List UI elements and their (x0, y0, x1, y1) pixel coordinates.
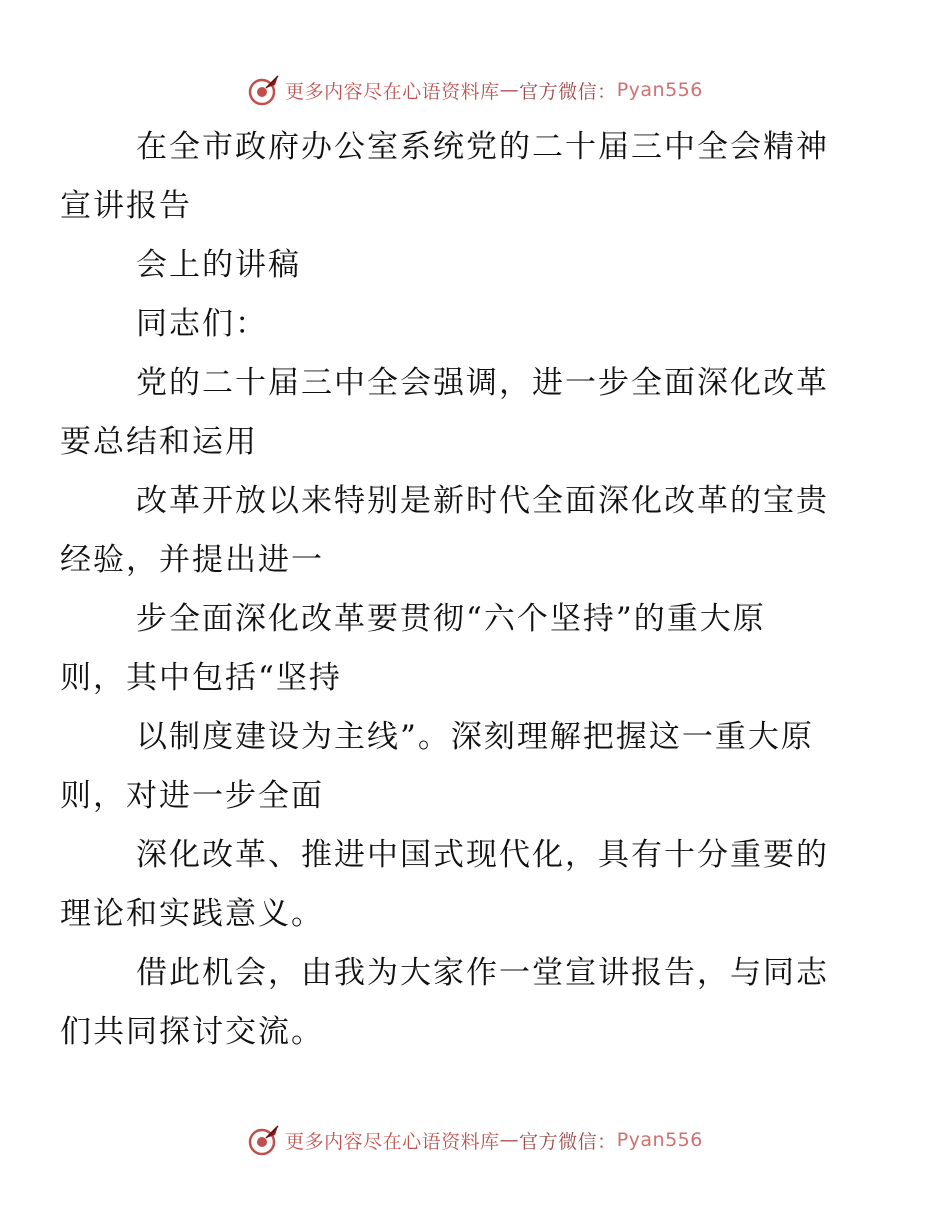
paragraph (60, 708, 858, 826)
paragraph (60, 826, 858, 944)
paragraph-title (60, 118, 858, 236)
text-line: 要总结和运用 (60, 424, 258, 460)
text-line: 同志们： (136, 306, 268, 342)
text-line: 们共同探讨交流。 (60, 1014, 324, 1050)
text-line: 宣讲报告 (60, 188, 192, 224)
text-line: 则，其中包括“坚持 (60, 660, 342, 696)
text-line: 深化改革、推进中国式现代化，具有十分重要的 (136, 837, 829, 873)
watermark-separator: — (499, 1129, 520, 1151)
watermark-wechat-account: Pyan556 (616, 79, 703, 101)
watermark-brand: 更多内容尽在心语资料库 (285, 80, 500, 103)
paragraph (60, 354, 858, 472)
paragraph-salutation (98, 295, 858, 354)
text-line: 则，对进一步全面 (60, 778, 324, 814)
watermark-wechat-label: 官方微信： (519, 1130, 617, 1153)
paragraph-subtitle (98, 236, 858, 295)
watermark-wechat-label: 官方微信： (519, 80, 617, 103)
text-line: 改革开放以来特别是新时代全面深化改革的宝贵 (136, 483, 829, 519)
document-body (60, 118, 858, 1062)
watermark-brand: 更多内容尽在心语资料库 (285, 1130, 500, 1153)
quill-logo-icon (247, 1123, 281, 1157)
watermark-separator: — (499, 79, 520, 101)
text-line: 步全面深化改革要贯彻“六个坚持”的重大原 (136, 601, 766, 637)
text-line: 在全市政府办公室系统党的二十届三中全会精神 (136, 129, 829, 165)
text-line: 借此机会，由我为大家作一堂宣讲报告，与同志 (136, 955, 829, 991)
watermark-wechat-account: Pyan556 (616, 1129, 703, 1151)
paragraph (60, 590, 858, 708)
quill-logo-icon (247, 73, 281, 107)
paragraph (60, 944, 858, 1062)
text-line: 经验，并提出进一 (60, 542, 324, 578)
text-line: 会上的讲稿 (136, 247, 301, 283)
text-line: 党的二十届三中全会强调，进一步全面深化改革 (136, 365, 829, 401)
text-line: 以制度建设为主线”。深刻理解把握这一重大原 (136, 719, 814, 755)
text-line: 理论和实践意义。 (60, 896, 324, 932)
footer-watermark (0, 1122, 950, 1158)
paragraph (60, 472, 858, 590)
header-watermark (0, 72, 950, 108)
